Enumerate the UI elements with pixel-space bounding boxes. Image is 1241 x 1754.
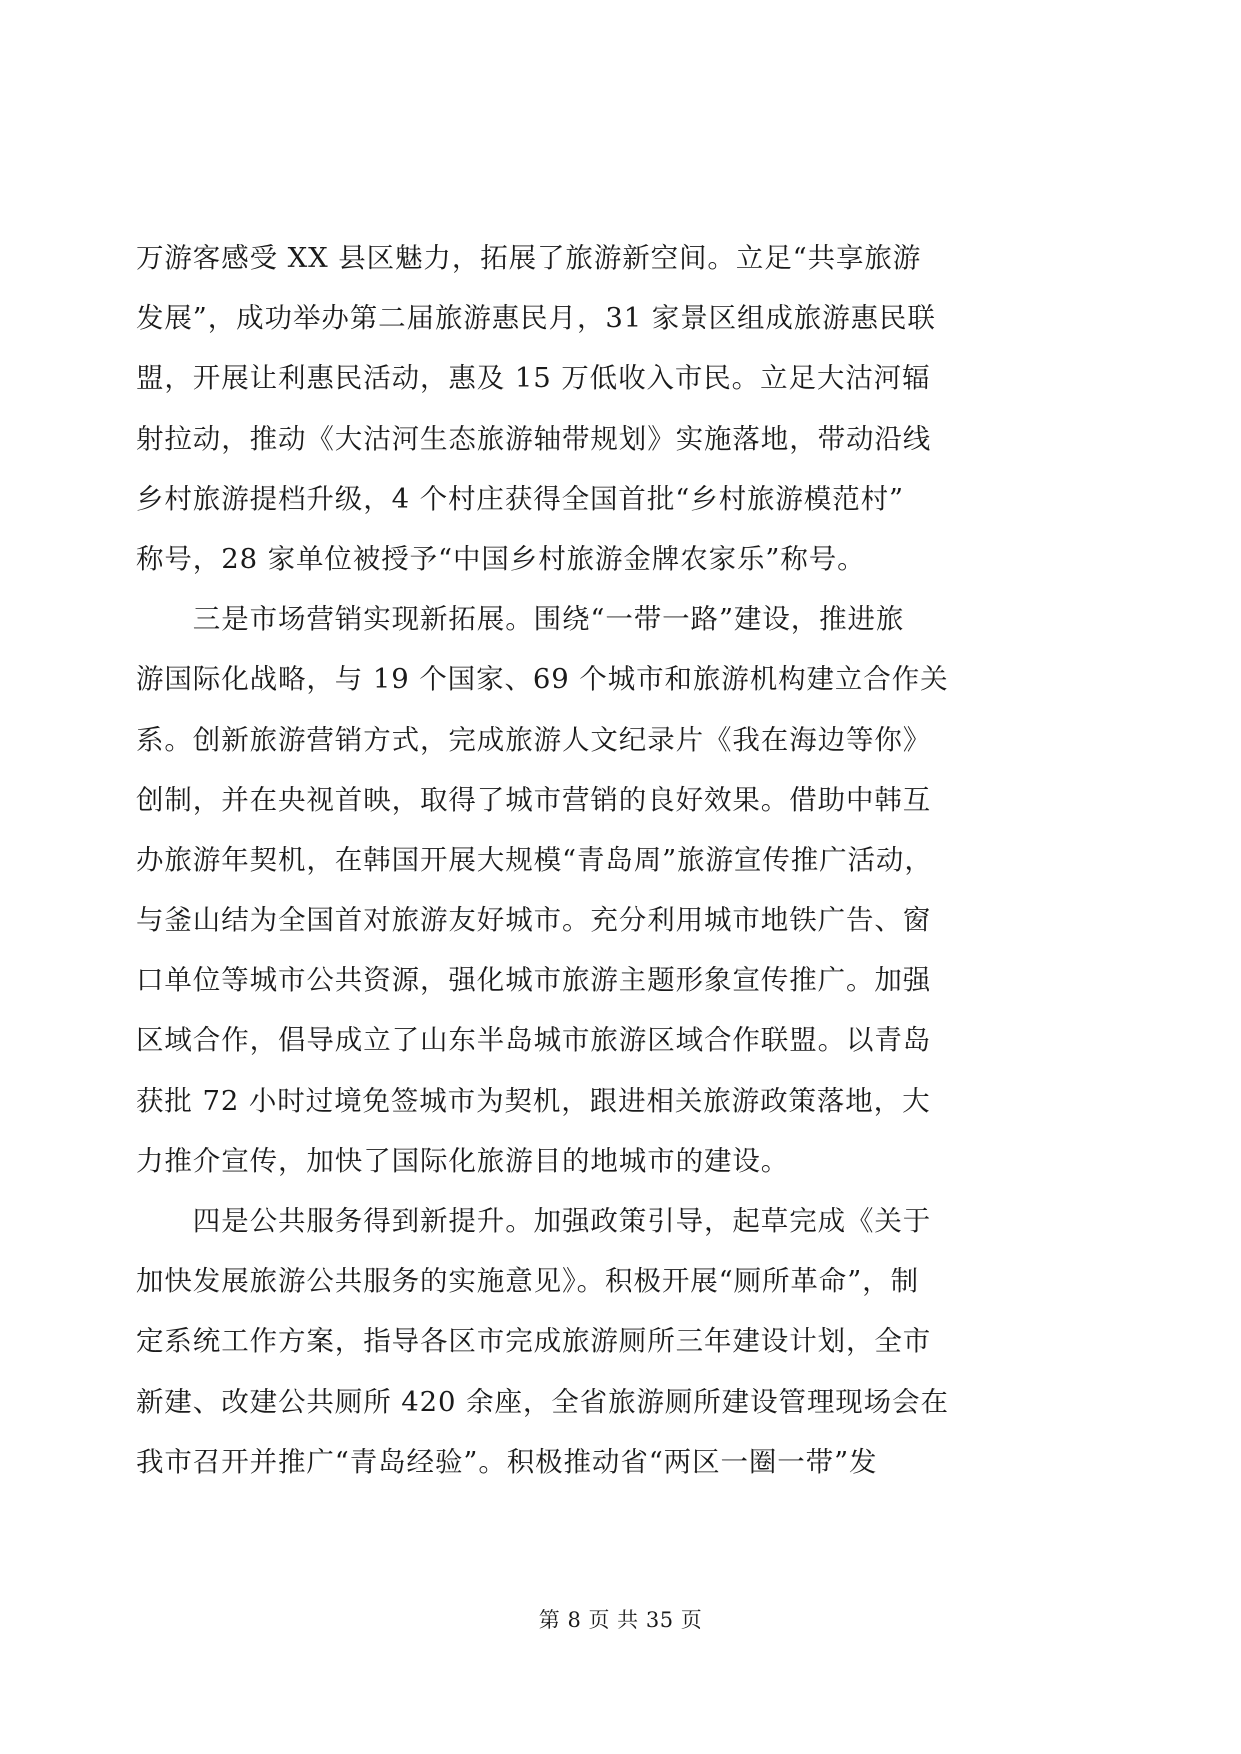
text-line: 系。创新旅游营销方式，完成旅游人文纪录片《我在海边等你》 [136,723,932,756]
text-line: 四是公共服务得到新提升。加强政策引导，起草完成《关于 [136,1205,932,1237]
body-text [136,228,1076,1492]
text-line: 新建、改建公共厕所 420 余座，全省旅游厕所建设管理现场会在 [136,1385,949,1418]
text-line: 与釜山结为全国首对旅游友好城市。充分利用城市地铁广告、窗 [136,904,932,937]
text-line: 盟，开展让利惠民活动，惠及 15 万低收入市民。立足大沽河辐 [136,362,931,395]
text-line: 我市召开并推广“青岛经验”。积极推动省“两区一圈一带”发 [136,1445,878,1478]
text-line: 射拉动，推动《大沽河生态旅游轴带规划》实施落地，带动沿线 [136,422,932,455]
text-line: 办旅游年契机，在韩国开展大规模“青岛周”旅游宣传推广活动， [136,843,933,876]
text-line: 获批 72 小时过境免签城市为契机，跟进相关旅游政策落地，大 [136,1084,931,1117]
text-line: 万游客感受 XX 县区魅力，拓展了旅游新空间。立足“共享旅游 [136,242,922,274]
text-line: 游国际化战略，与 19 个国家、69 个城市和旅游机构建立合作关 [136,663,949,696]
text-line: 口单位等城市公共资源，强化城市旅游主题形象宣传推广。加强 [136,964,932,997]
text-line: 定系统工作方案，指导各区市完成旅游厕所三年建设计划，全市 [136,1325,932,1358]
text-line: 力推介宣传，加快了国际化旅游目的地城市的建设。 [136,1144,790,1177]
text-line: 创制，并在央视首映，取得了城市营销的良好效果。借助中韩互 [136,783,932,816]
page-number-footer: 第 8 页 共 35 页 [538,1608,703,1632]
text-line: 发展”，成功举办第二届旅游惠民月，31 家景区组成旅游惠民联 [136,302,936,335]
text-line: 加快发展旅游公共服务的实施意见》。积极开展“厕所革命”，制 [136,1265,919,1298]
text-line: 三是市场营销实现新拓展。围绕“一带一路”建设，推进旅 [136,603,905,636]
text-line: 乡村旅游提档升级，4 个村庄获得全国首批“乡村旅游模范村” [136,482,904,515]
text-line: 称号，28 家单位被授予“中国乡村旅游金牌农家乐”称号。 [136,542,866,575]
text-line: 区域合作，倡导成立了山东半岛城市旅游区域合作联盟。以青岛 [136,1024,932,1057]
